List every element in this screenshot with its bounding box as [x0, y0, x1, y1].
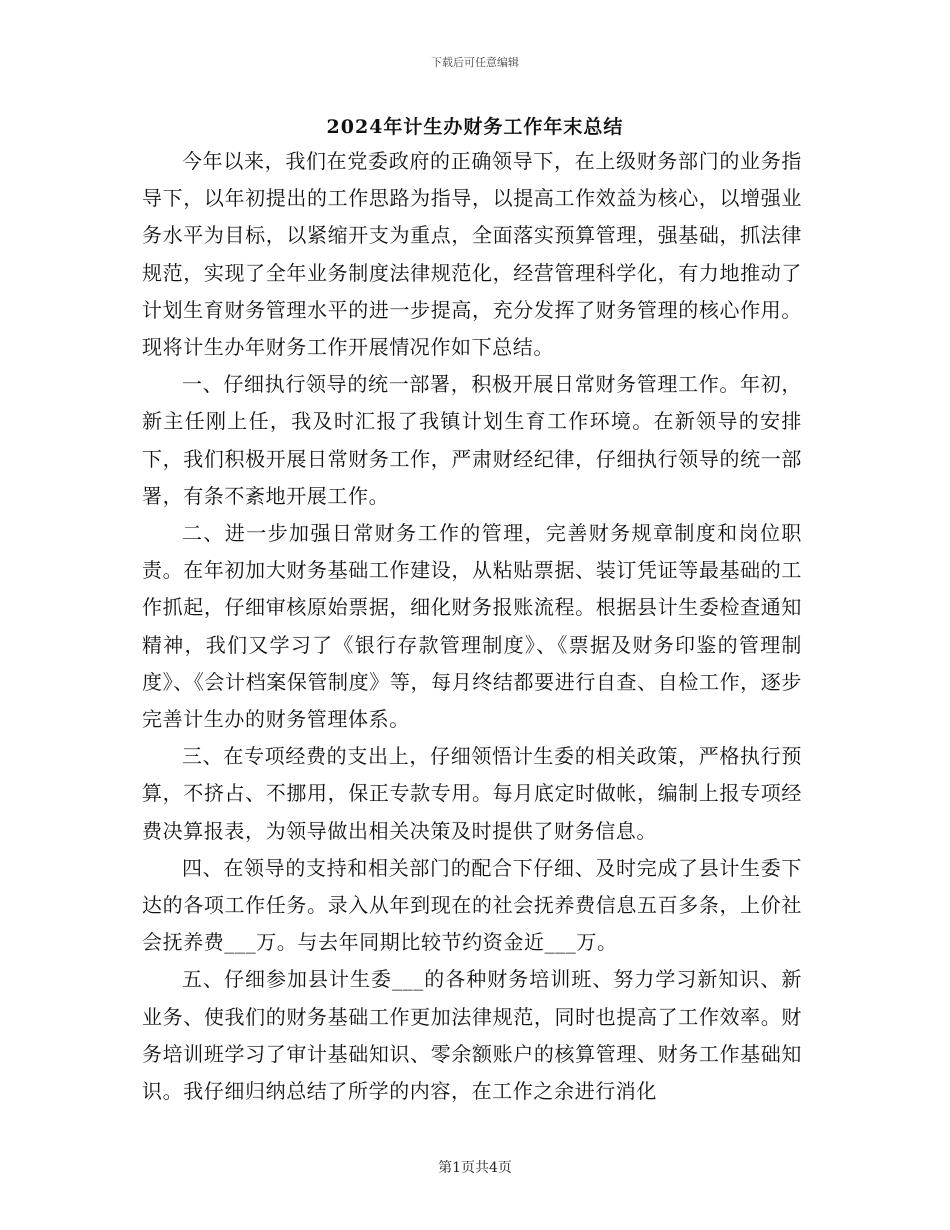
page-number: 第1页共4页 [438, 1160, 512, 1176]
document-body [142, 143, 802, 1110]
paragraph-5: 五、仔细参加县计生委___的各种财务培训班、努力学习新知识、新业务、使我们的财务基础工作更加法律规范，同时也提高了工作效率。财务培训班学习了审计基础知识、零余额账户的核算管理、财务工作基础知识。我仔细归纳总结了所学的内容，在工作之余进行消化 [142, 967, 802, 1104]
paragraph-3: 三、在专项经费的支出上，仔细领悟计生委的相关政策，严格执行预算，不挤占、不挪用，保正专款专用。每月底定时做帐，编制上报专项经费决算报表，为领导做出相关决策及时提供了财务信息。 [142, 744, 802, 843]
document-title: 2024年计生办财务工作年末总结 [326, 116, 624, 138]
paragraph-1: 一、仔细执行领导的统一部署，积极开展日常财务管理工作。年初，新主任刚上任，我及时汇报了我镇计划生育工作环境。在新领导的安排下，我们积极开展日常财务工作，严肃财经纪律，仔细执行领导的统一部署，有条不紊地开展工作。 [142, 372, 802, 508]
paragraph-2: 二、进一步加强日常财务工作的管理，完善财务规章制度和岗位职责。在年初加大财务基础工作建设，从粘贴票据、装订凭证等最基础的工作抓起，仔细审核原始票据，细化财务报账流程。根据县计生委检查通知精神，我们又学习了《银行存款管理制度》、《票据及财务印鉴的管理制度》、《会计档案保管制度》等，每月终结都要进行自查、自检工作，逐步完善计生办的财务管理体系。 [142, 521, 802, 732]
paragraph-intro: 今年以来，我们在党委政府的正确领导下，在上级财务部门的业务指导下，以年初提出的工作思路为指导，以提高工作效益为核心，以增强业务水平为目标，以紧缩开支为重点，全面落实预算管理，强基础，抓法律规范，实现了全年业务制度法律规范化，经营管理科学化，有力地推动了计划生育财务管理水平的进一步提高，充分发挥了财务管理的核心作用。现将计生办年财务工作开展情况作如下总结。 [142, 149, 802, 360]
paragraph-4: 四、在领导的支持和相关部门的配合下仔细、及时完成了县计生委下达的各项工作任务。录入从年到现在的社会抚养费信息五百多条，上价社会抚养费___万。与去年同期比较节约资金近___万。 [142, 855, 802, 955]
download-note: 下载后可任意编辑 [431, 56, 519, 69]
